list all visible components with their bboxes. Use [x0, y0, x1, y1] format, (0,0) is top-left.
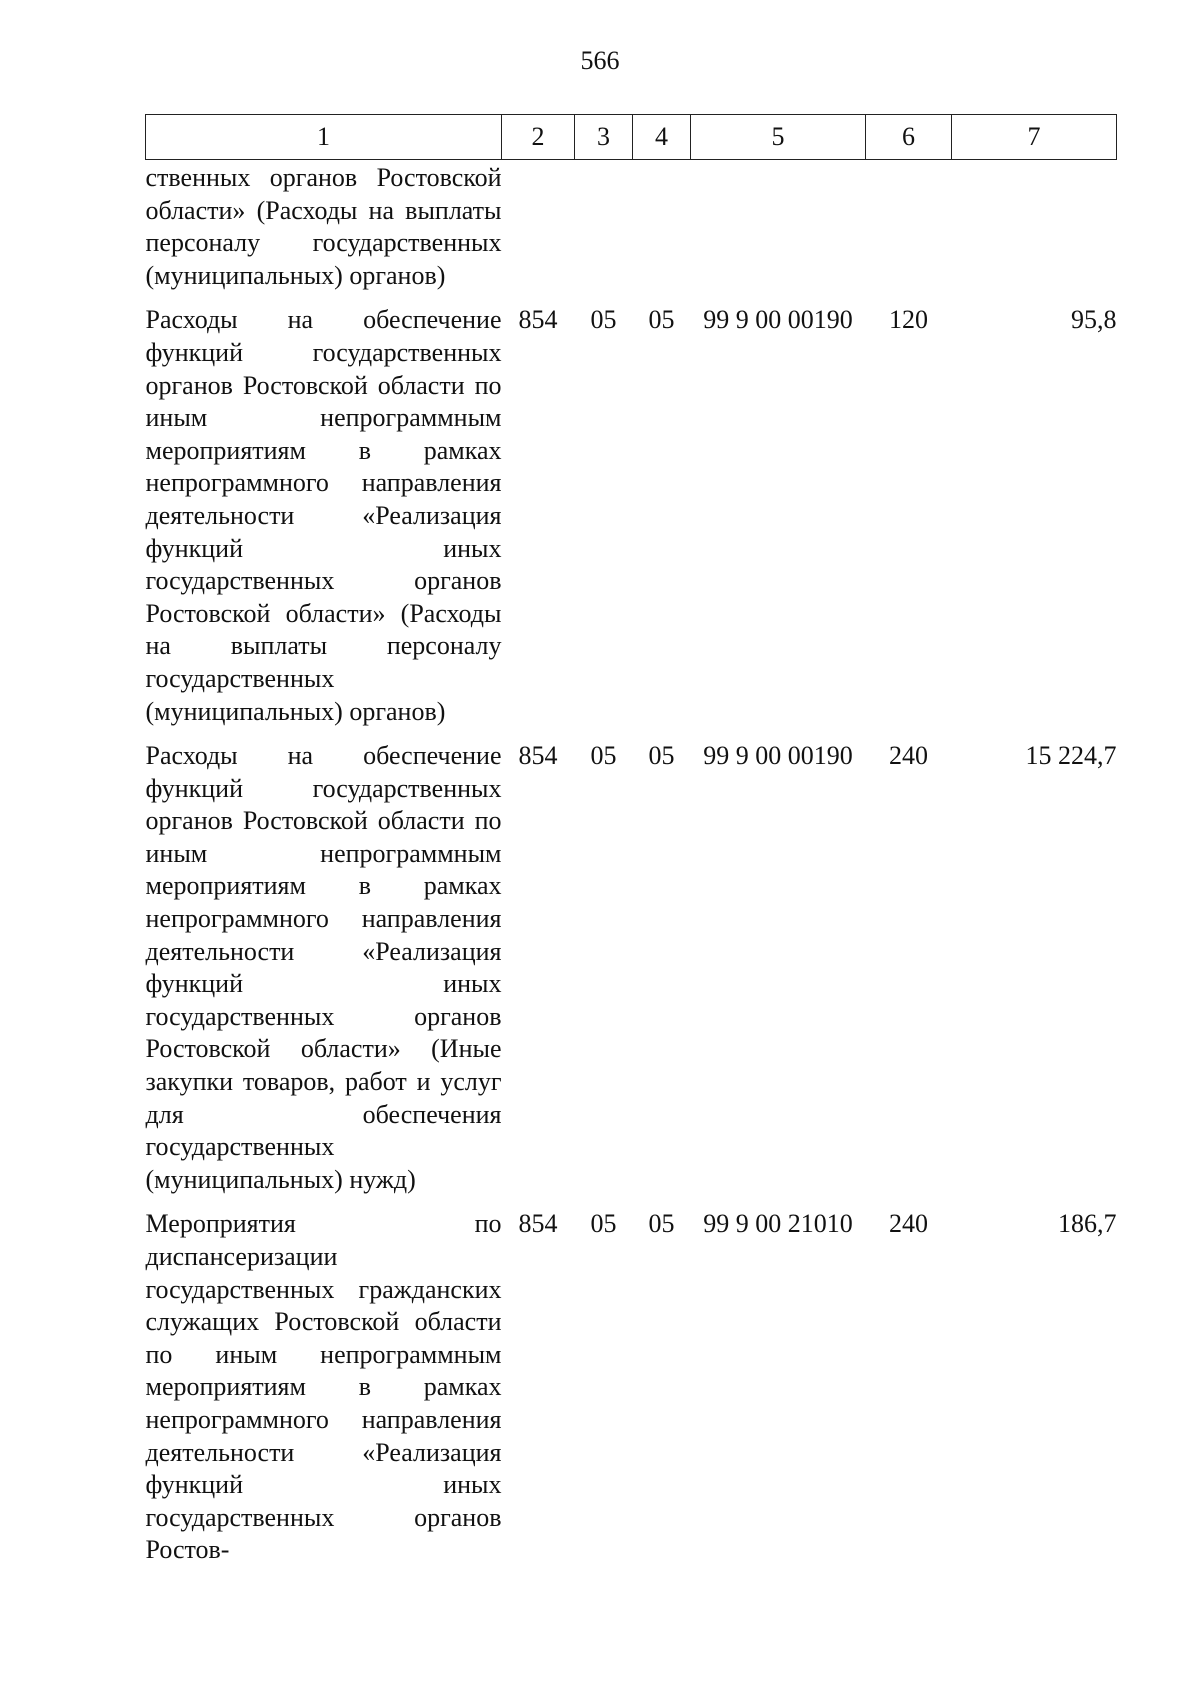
column-header-7: 7	[952, 115, 1117, 160]
column-header-2: 2	[502, 115, 575, 160]
row-description: Расходы на обеспечение функций государственных органов Ростовской области по иным непрограммным мероприятиям в рамках непрограммного направления деятельности «Реализация функций иных государственных органов Ростовской области» (Расходы на выплаты персоналу государственных (муниципальных) органов)	[145, 305, 502, 726]
row-section-code: 05	[590, 1209, 617, 1239]
page-number: 566	[580, 46, 620, 75]
row-expense-type: 120	[889, 305, 928, 335]
column-header-5: 5	[691, 115, 866, 160]
row-target-article: 99 9 00 21010	[703, 1209, 853, 1239]
row-target-article: 99 9 00 00190	[703, 741, 853, 771]
row-description: Расходы на обеспечение функций государственных органов Ростовской области по иным непрограммным мероприятиям в рамках непрограммного направления деятельности «Реализация функций иных государственных органов Ростовской области» (Иные закупки товаров, работ и услуг для обеспечения государственных (муниципальных) нужд)	[145, 741, 502, 1194]
row-description: Мероприятия по диспансеризации государственных гражданских служащих Ростовской области по иным непрограммным мероприятиям в рамках непрограммного направления деятельности «Реализация функций иных государственных органов Ростов-	[145, 1209, 502, 1565]
row-subsection-code: 05	[648, 741, 675, 771]
row-ministry-code: 854	[518, 741, 558, 771]
budget-table	[145, 114, 1117, 1567]
row-subsection-code: 05	[648, 1209, 675, 1239]
row-expense-type: 240	[889, 741, 928, 771]
column-header-3: 3	[575, 115, 633, 160]
row-section-code: 05	[590, 305, 617, 335]
table-header-row	[146, 115, 1117, 160]
column-header-4: 4	[633, 115, 691, 160]
row-amount: 95,8	[1071, 305, 1117, 335]
table-row	[146, 292, 1117, 728]
row-amount: 15 224,7	[1025, 741, 1117, 771]
row-target-article: 99 9 00 00190	[703, 305, 853, 335]
row-amount: 186,7	[1058, 1209, 1117, 1239]
column-header-6: 6	[866, 115, 952, 160]
row-ministry-code: 854	[518, 305, 558, 335]
table-row	[146, 728, 1117, 1196]
continuation-text: ственных органов Ростовской области» (Расходы на выплаты персоналу государственных (муниципальных) органов)	[145, 163, 502, 290]
column-header-1: 1	[146, 115, 502, 160]
continuation-description	[146, 160, 502, 293]
row-section-code: 05	[590, 741, 617, 771]
table-row-continuation	[146, 160, 1117, 293]
row-ministry-code: 854	[518, 1209, 558, 1239]
row-expense-type: 240	[889, 1209, 928, 1239]
table-row	[146, 1196, 1117, 1567]
row-subsection-code: 05	[648, 305, 675, 335]
